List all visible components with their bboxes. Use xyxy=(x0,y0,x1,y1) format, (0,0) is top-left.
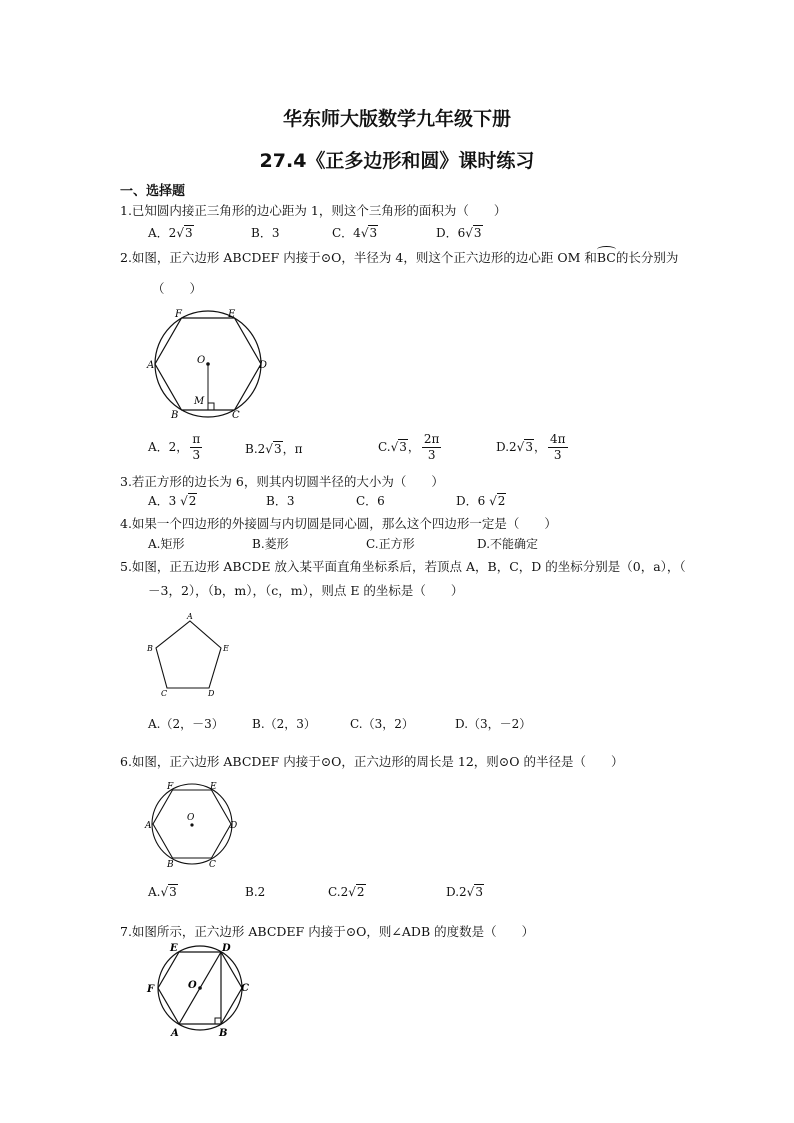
label-C: C xyxy=(161,689,168,698)
question-7-text: 7.如图所示，正六边形 ABCDEF 内接于⊙O，则∠ADB 的度数是（ ） xyxy=(120,924,535,939)
label-A: A xyxy=(171,1028,179,1039)
arc-bc-notation: BC xyxy=(597,250,616,265)
label-D: D xyxy=(230,821,238,831)
label-D: D xyxy=(259,360,268,371)
q4-option-a: A.矩形 xyxy=(148,537,185,551)
page-title: 华东师大版数学九年级下册 xyxy=(282,108,511,130)
label-F: F xyxy=(167,782,174,792)
label-F: F xyxy=(147,984,155,995)
q5-option-d: D.（3，－2） xyxy=(455,717,532,731)
label-C: C xyxy=(209,860,216,870)
question-2-paren: （ ） xyxy=(152,281,203,296)
section-heading: 一、选择题 xyxy=(120,184,186,199)
label-E: E xyxy=(223,644,229,653)
q3-option-b: B．3 xyxy=(266,494,295,508)
q3-option-a: A．3 √2 xyxy=(148,494,197,508)
label-O: O xyxy=(188,980,197,991)
question-5-line-1: 5.如图，正五边形 ABCDE 放入某平面直角坐标系后，若顶点 A，B，C，D 的坐标分别是（0，a），（ xyxy=(120,559,686,574)
q4-option-c: C.正方形 xyxy=(366,537,415,551)
q4-option-d: D.不能确定 xyxy=(477,537,539,551)
label-C: C xyxy=(232,410,240,421)
q6-option-a: A.√3 xyxy=(148,885,177,899)
q5-option-a: A.（2，－3） xyxy=(148,717,224,731)
label-B: B xyxy=(219,1028,228,1039)
q2-option-d: D.2√3， $\frac{4\pi}{3}$ xyxy=(496,432,566,462)
label-O: O xyxy=(187,813,195,823)
figure-hexagon-q7 xyxy=(142,940,254,1042)
q1-option-a: A．2√3 xyxy=(148,226,193,240)
q1-option-d: D．6√3 xyxy=(436,226,482,240)
label-M: M xyxy=(194,396,205,407)
q1-option-c: C．4√3 xyxy=(332,226,378,240)
question-4-text: 4.如果一个四边形的外接圆与内切圆是同心圆，那么这个四边形一定是（ ） xyxy=(120,516,557,531)
label-O: O xyxy=(197,355,206,366)
label-B: B xyxy=(171,410,179,421)
q2-option-a: A．2， $\frac{\pi}{3}$ xyxy=(148,432,201,462)
label-E: E xyxy=(210,782,217,792)
figure-hexagon-q2 xyxy=(144,306,276,422)
q2-option-c: C.√3， $\frac{2\pi}{3}$ xyxy=(378,432,440,462)
q5-option-b: B.（2，3） xyxy=(252,717,316,731)
figure-pentagon-q5 xyxy=(142,610,242,698)
question-2-text: 2.如图，正六边形 ABCDEF 内接于⊙O，半径为 4，则这个正六边形的边心距 OM 和 BC的长分别为 xyxy=(120,248,678,266)
question-1-text: 1.已知圆内接正三角形的边心距为 1，则这个三角形的面积为（ ） xyxy=(120,203,507,218)
label-D: D xyxy=(208,689,215,698)
label-F: F xyxy=(175,309,182,320)
question-5-line-2: －3，2），（b，m），（c，m），则点 E 的坐标是（ ） xyxy=(148,583,464,598)
label-D: D xyxy=(222,943,231,954)
q6-option-d: D.2√3 xyxy=(446,885,483,899)
label-A: A xyxy=(145,821,152,831)
page-subtitle: 27.4《正多边形和圆》课时练习 xyxy=(259,150,535,172)
figure-hexagon-q6 xyxy=(142,778,244,870)
q1-option-b: B．3 xyxy=(251,226,280,240)
q2-option-b: B.2√3，π xyxy=(245,442,303,456)
q5-option-c: C.（3，2） xyxy=(350,717,414,731)
question-3-text: 3.若正方形的边长为 6，则其内切圆半径的大小为（ ） xyxy=(120,474,444,489)
q6-option-c: C.2√2 xyxy=(328,885,365,899)
label-A: A xyxy=(187,612,193,621)
label-A: A xyxy=(147,360,155,371)
label-B: B xyxy=(167,860,174,870)
label-C: C xyxy=(241,983,249,994)
q4-option-b: B.菱形 xyxy=(252,537,289,551)
q3-option-c: C．6 xyxy=(356,494,385,508)
label-E: E xyxy=(228,309,236,320)
q6-option-b: B.2 xyxy=(245,885,266,899)
q3-option-d: D．6 √2 xyxy=(456,494,506,508)
question-6-text: 6.如图，正六边形 ABCDEF 内接于⊙O，正六边形的周长是 12，则⊙O 的半径是（ ） xyxy=(120,754,624,769)
label-B: B xyxy=(147,644,153,653)
label-E: E xyxy=(170,943,178,954)
